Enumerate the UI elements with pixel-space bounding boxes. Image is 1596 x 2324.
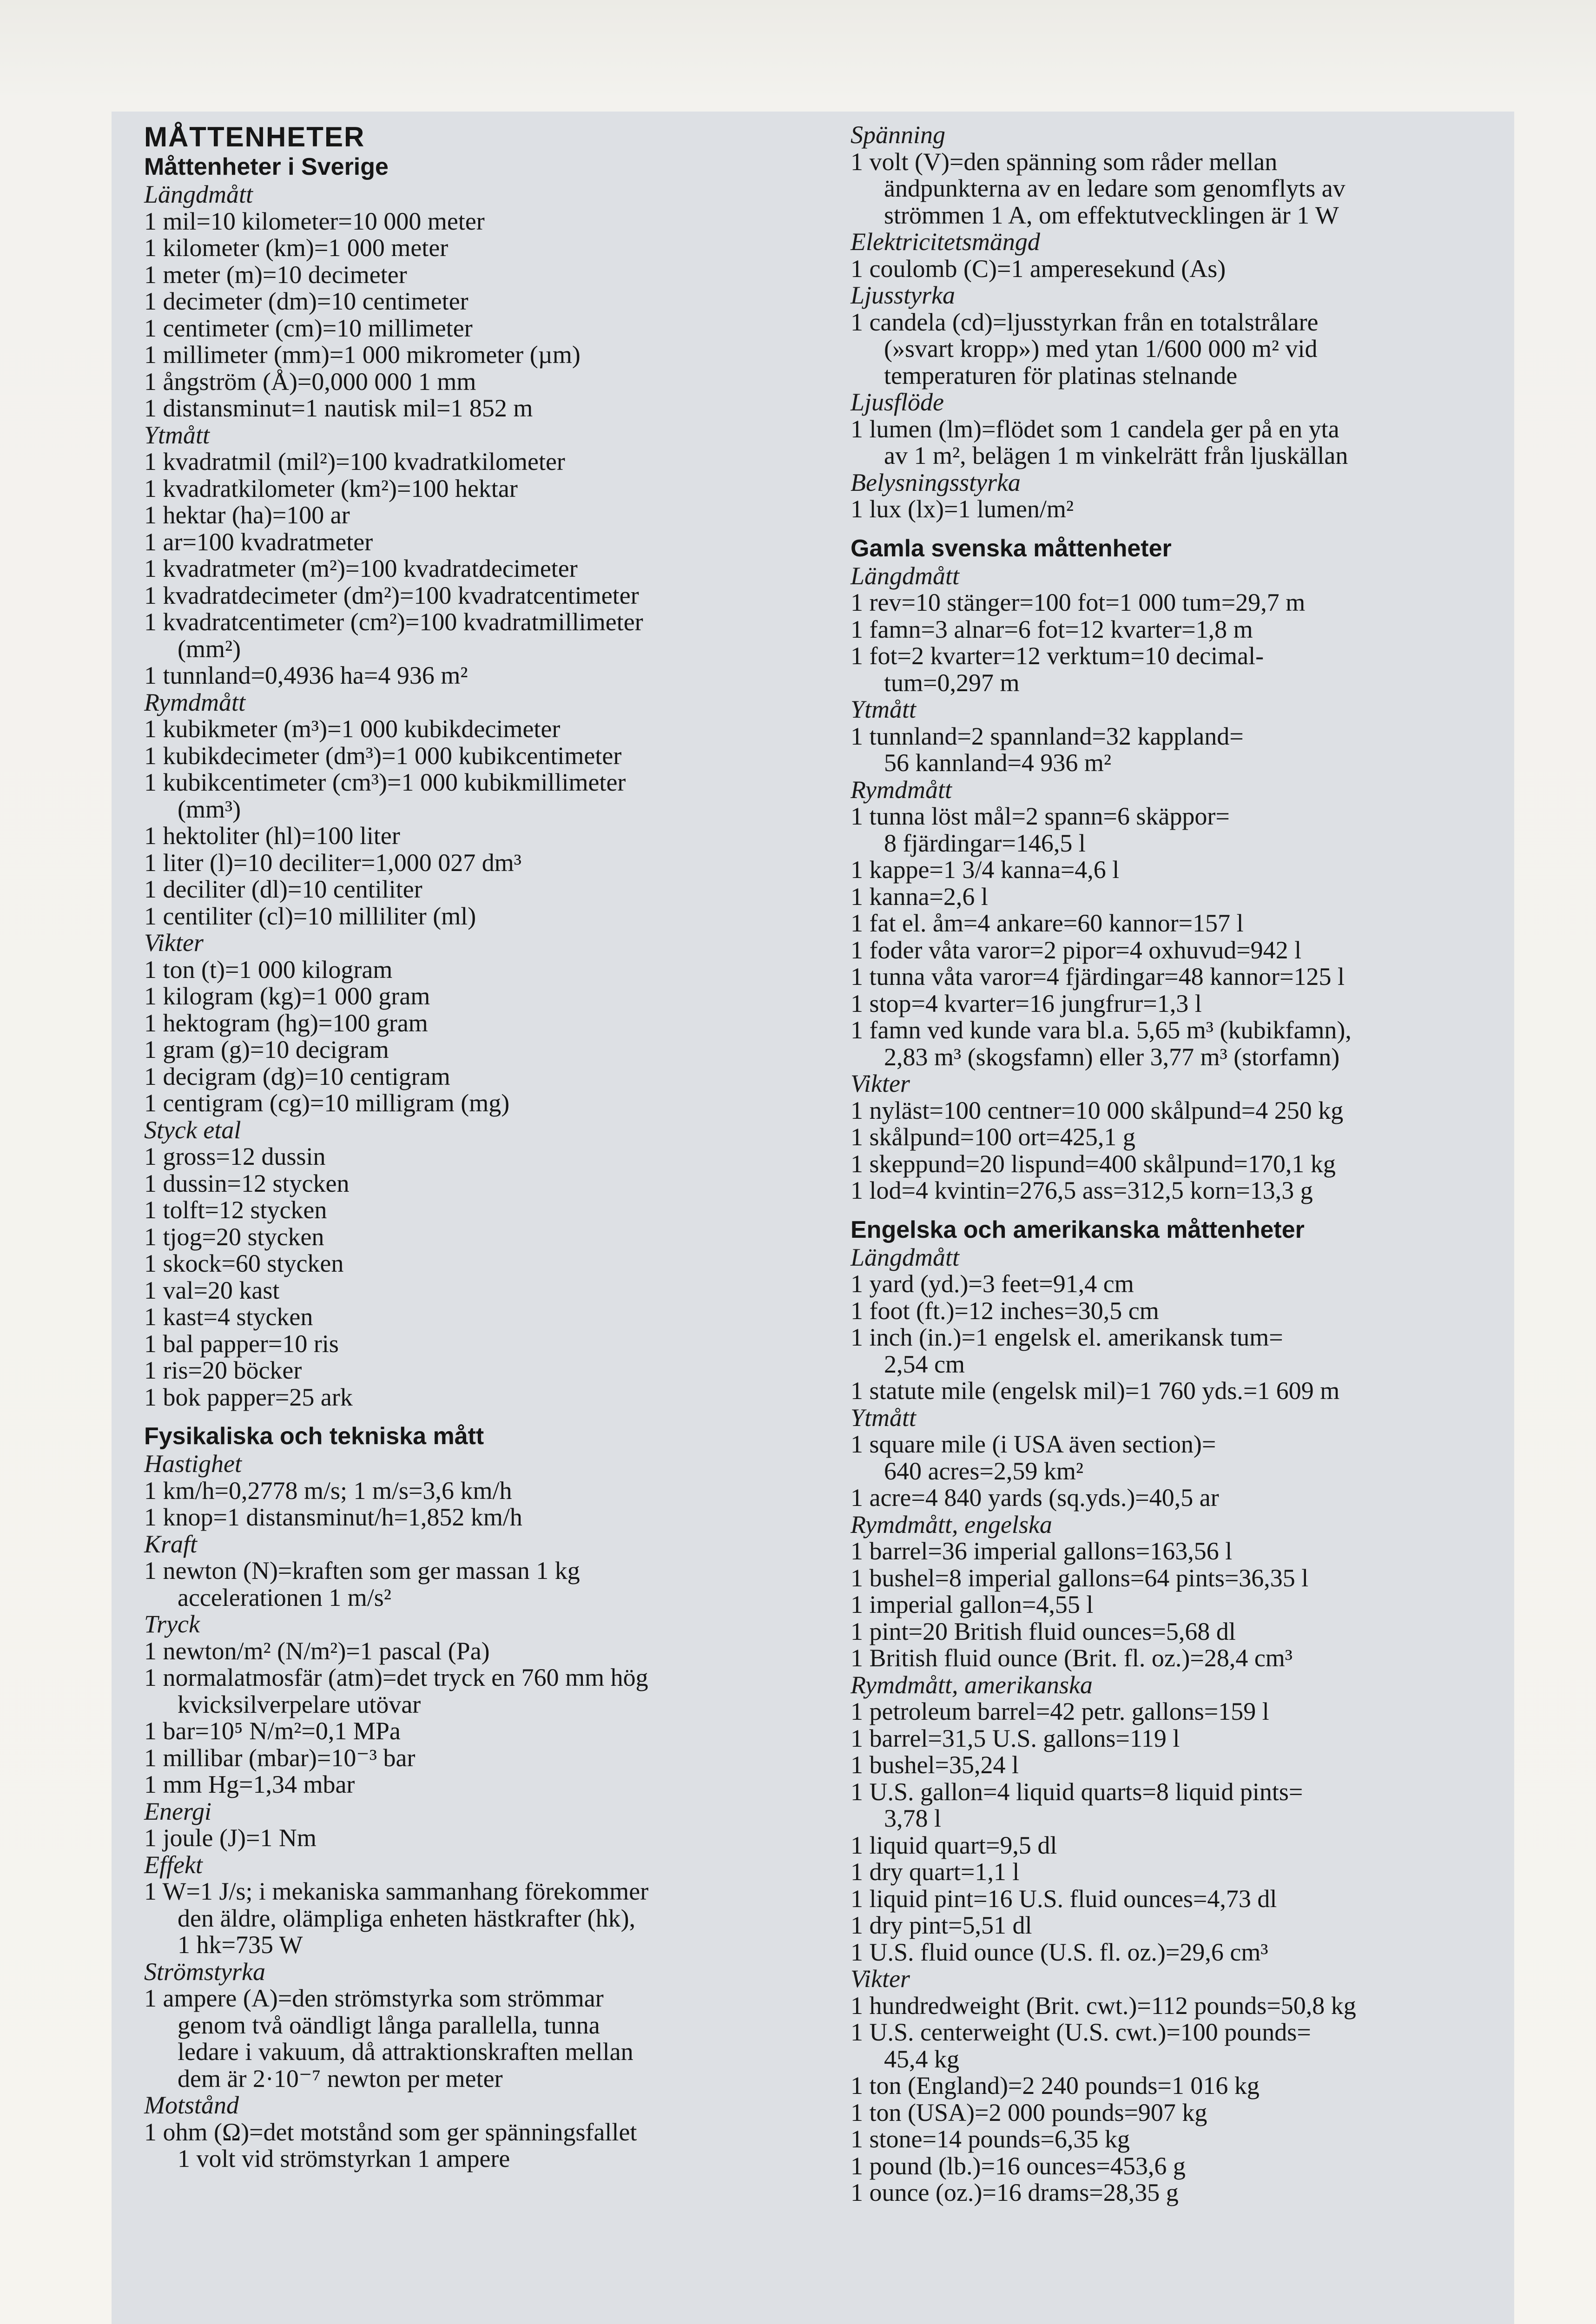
subsection-heading: Ytmått — [144, 421, 210, 449]
entry-line: 1 lumen (lm)=flödet som 1 candela ger på en yta — [851, 415, 1339, 443]
subsection-heading: Tryck — [144, 1610, 200, 1638]
entry-line: 1 bushel=8 imperial gallons=64 pints=36,35 l — [851, 1564, 1309, 1592]
entry-line: 1 liquid quart=9,5 dl — [851, 1831, 1057, 1859]
entry-continuation: accelerationen 1 m/s² — [178, 1583, 391, 1611]
entry-line: 1 skeppund=20 lispund=400 skålpund=170,1 kg — [851, 1149, 1336, 1178]
entry-line: 1 skock=60 stycken — [144, 1249, 344, 1277]
entry-line: 1 km/h=0,2778 m/s; 1 m/s=3,6 km/h — [144, 1476, 512, 1505]
entry-line: 1 bok papper=25 ark — [144, 1383, 353, 1411]
entry-line: 1 tunna våta varor=4 fjärdingar=48 kannor=125 l — [851, 963, 1345, 990]
entry-continuation: 2,54 cm — [884, 1350, 965, 1378]
entry-continuation: tum=0,297 m — [884, 668, 1020, 697]
entry-line: 1 famn=3 alnar=6 fot=12 kvarter=1,8 m — [851, 615, 1253, 643]
entry-continuation: temperaturen för platinas stelnande — [884, 361, 1238, 390]
entry-line: 1 bar=10⁵ N/m²=0,1 MPa — [144, 1717, 401, 1745]
entry-line: 1 kilogram (kg)=1 000 gram — [144, 982, 430, 1010]
entry-line: 1 kvadratdecimeter (dm²)=100 kvadratcentimeter — [144, 581, 639, 609]
entry-line: 1 stop=4 kvarter=16 jungfrur=1,3 l — [851, 989, 1202, 1017]
subsection-heading: Rymdmått, amerikanska — [851, 1670, 1093, 1699]
entry-line: 1 imperial gallon=4,55 l — [851, 1591, 1094, 1618]
entry-line: 1 mm Hg=1,34 mbar — [144, 1770, 355, 1798]
subsection-heading: Rymdmått — [144, 688, 245, 716]
entry-line: 1 fot=2 kvarter=12 verktum=10 decimal- — [851, 642, 1264, 670]
entry-line: 1 volt (V)=den spänning som råder mellan — [851, 147, 1278, 176]
entry-line: 1 joule (J)=1 Nm — [144, 1824, 317, 1852]
entry-line: 1 dussin=12 stycken — [144, 1169, 350, 1197]
section-heading: Engelska och amerikanska måttenheter — [851, 1216, 1305, 1243]
entry-line: 1 ar=100 kvadratmeter — [144, 528, 373, 556]
entry-line: 1 lod=4 kvintin=276,5 ass=312,5 korn=13,3 g — [851, 1176, 1313, 1204]
subsection-heading: Strömstyrka — [144, 1957, 265, 1986]
entry-continuation: ledare i vakuum, då attraktionskraften mellan — [178, 2038, 633, 2066]
entry-line: 1 dry pint=5,51 dl — [851, 1911, 1032, 1939]
entry-line: 1 kvadratkilometer (km²)=100 hektar — [144, 474, 518, 502]
subsection-heading: Effekt — [144, 1850, 203, 1879]
entry-line: 1 rev=10 stänger=100 fot=1 000 tum=29,7 m — [851, 588, 1306, 616]
entry-line: 1 kvadratcentimeter (cm²)=100 kvadratmillimeter — [144, 608, 643, 636]
entry-line: 1 gram (g)=10 decigram — [144, 1036, 389, 1063]
entry-line: 1 ton (England)=2 240 pounds=1 016 kg — [851, 2072, 1260, 2100]
entry-continuation: 2,83 m³ (skogsfamn) eller 3,77 m³ (storfamn) — [884, 1043, 1340, 1071]
entry-continuation: strömmen 1 A, om effektutvecklingen är 1 W — [884, 201, 1339, 229]
subsection-heading: Längdmått — [851, 561, 960, 590]
entry-continuation: 640 acres=2,59 km² — [884, 1457, 1084, 1485]
entry-line: 1 normalatmosfär (atm)=det tryck en 760 mm hög — [144, 1664, 648, 1691]
entry-line: 1 newton (N)=kraften som ger massan 1 kg — [144, 1557, 580, 1585]
entry-line: 1 foder våta varor=2 pipor=4 oxhuvud=942 l — [851, 936, 1302, 964]
entry-line: 1 acre=4 840 yards (sq.yds.)=40,5 ar — [851, 1484, 1219, 1512]
subsection-heading: Hastighet — [144, 1450, 242, 1478]
entry-line: 1 U.S. centerweight (U.S. cwt.)=100 pounds= — [851, 2018, 1311, 2046]
entry-line: 1 kanna=2,6 l — [851, 882, 988, 911]
entry-line: 1 W=1 J/s; i mekaniska sammanhang förekommer — [144, 1877, 649, 1905]
entry-line: 1 U.S. fluid ounce (U.S. fl. oz.)=29,6 cm³ — [851, 1938, 1268, 1966]
entry-line: 1 kast=4 stycken — [144, 1303, 313, 1331]
subsection-heading: Vikter — [851, 1070, 910, 1097]
entry-line: 1 nyläst=100 centner=10 000 skålpund=4 250 kg — [851, 1096, 1344, 1124]
entry-continuation: (»svart kropp») med ytan 1/600 000 m² vid — [884, 335, 1318, 363]
subsection-heading: Rymdmått — [851, 775, 952, 804]
subsection-heading: Ytmått — [851, 1403, 917, 1432]
entry-line: 1 centimeter (cm)=10 millimeter — [144, 314, 473, 342]
subsection-heading: Vikter — [144, 929, 204, 957]
entry-line: 1 millimeter (mm)=1 000 mikrometer (µm) — [144, 341, 580, 369]
entry-line: 1 U.S. gallon=4 liquid quarts=8 liquid pints= — [851, 1777, 1303, 1806]
entry-line: 1 tolft=12 stycken — [144, 1196, 327, 1224]
left-column-body — [144, 152, 804, 2172]
subsection-heading: Styck etal — [144, 1116, 241, 1144]
entry-line: 1 ton (t)=1 000 kilogram — [144, 955, 393, 984]
entry-line: 1 tunnland=0,4936 ha=4 936 m² — [144, 661, 468, 689]
entry-continuation: 8 fjärdingar=146,5 l — [884, 829, 1086, 857]
entry-line: 1 distansminut=1 nautisk mil=1 852 m — [144, 394, 533, 422]
left-column — [144, 122, 804, 2172]
entry-continuation: av 1 m², belägen 1 m vinkelrätt från ljuskällan — [884, 442, 1348, 469]
entry-line: 1 kubikcentimeter (cm³)=1 000 kubikmillimeter — [144, 768, 626, 796]
subsection-heading: Ljusstyrka — [851, 281, 956, 309]
entry-line: 1 hundredweight (Brit. cwt.)=112 pounds=50,8 kg — [851, 1991, 1356, 2020]
entry-line: 1 kilometer (km)=1 000 meter — [144, 234, 448, 262]
subsection-heading: Belysningsstyrka — [851, 468, 1021, 496]
section-heading: Fysikaliska och tekniska mått — [144, 1423, 484, 1450]
subsection-heading: Vikter — [851, 1965, 910, 1993]
entry-line: 1 pound (lb.)=16 ounces=453,6 g — [851, 2152, 1186, 2180]
subsection-heading: Rymdmått, engelska — [851, 1510, 1052, 1538]
entry-line: 1 kvadratmeter (m²)=100 kvadratdecimeter — [144, 555, 578, 582]
entry-line: 1 liquid pint=16 U.S. fluid ounces=4,73 dl — [851, 1884, 1277, 1913]
entry-line: 1 tunna löst mål=2 spann=6 skäppor= — [851, 802, 1230, 830]
subsection-heading: Ljusflöde — [851, 388, 944, 416]
entry-line: 1 barrel=31,5 U.S. gallons=119 l — [851, 1724, 1180, 1752]
entry-line: 1 hektoliter (hl)=100 liter — [144, 822, 400, 850]
subsection-heading: Spänning — [851, 121, 946, 149]
subsection-heading: Längdmått — [144, 180, 253, 208]
entry-continuation: ändpunkterna av en ledare som genomflyts av — [884, 174, 1345, 202]
entry-line: 1 kubikdecimeter (dm³)=1 000 kubikcentimeter — [144, 741, 622, 770]
entry-line: 1 centigram (cg)=10 milligram (mg) — [144, 1089, 510, 1117]
subsection-heading: Energi — [144, 1797, 211, 1825]
entry-continuation: 1 hk=735 W — [178, 1931, 303, 1959]
entry-line: 1 ris=20 böcker — [144, 1356, 302, 1384]
page-title: MÅTTENHETER — [144, 121, 365, 152]
entry-line: 1 gross=12 dussin — [144, 1142, 326, 1170]
entry-line: 1 tjog=20 stycken — [144, 1222, 324, 1251]
entry-line: 1 val=20 kast — [144, 1276, 280, 1304]
entry-continuation: den äldre, olämpliga enheten hästkrafter (hk), — [178, 1904, 636, 1932]
entry-line: 1 famn ved kunde vara bl.a. 5,65 m³ (kubikfamn), — [851, 1016, 1352, 1044]
entry-line: 1 ohm (Ω)=det motstånd som ger spänningsfallet — [144, 2118, 637, 2146]
entry-line: 1 deciliter (dl)=10 centiliter — [144, 875, 422, 903]
entry-line: 1 ton (USA)=2 000 pounds=907 kg — [851, 2098, 1207, 2126]
entry-continuation: dem är 2·10⁻⁷ newton per meter — [178, 2064, 503, 2093]
entry-line: 1 tunnland=2 spannland=32 kappland= — [851, 722, 1244, 750]
entry-line: 1 coulomb (C)=1 amperesekund (As) — [851, 254, 1226, 283]
entry-line: 1 barrel=36 imperial gallons=163,56 l — [851, 1537, 1233, 1565]
entry-line: 1 ampere (A)=den strömstyrka som strömmar — [144, 1984, 604, 2012]
entry-continuation: kvicksilverpelare utövar — [178, 1690, 421, 1718]
subsection-heading: Kraft — [144, 1530, 198, 1558]
entry-line: 1 kvadratmil (mil²)=100 kvadratkilometer — [144, 448, 565, 475]
entry-line: 1 hektar (ha)=100 ar — [144, 501, 350, 529]
section-heading: Måttenheter i Sverige — [144, 153, 389, 180]
entry-line: 1 British fluid ounce (Brit. fl. oz.)=28,4 cm³ — [851, 1644, 1293, 1672]
subsection-heading: Längdmått — [851, 1243, 960, 1271]
entry-line: 1 ounce (oz.)=16 drams=28,35 g — [851, 2179, 1179, 2206]
entry-line: 1 candela (cd)=ljusstyrkan från en totalstrålare — [851, 308, 1319, 336]
entry-continuation: 45,4 kg — [884, 2045, 959, 2073]
section-heading: Gamla svenska måttenheter — [851, 535, 1172, 562]
entry-line: 1 yard (yd.)=3 feet=91,4 cm — [851, 1270, 1134, 1298]
entry-continuation: 3,78 l — [884, 1804, 942, 1832]
entry-line: 1 fat el. åm=4 ankare=60 kannor=157 l — [851, 909, 1244, 937]
entry-line: 1 meter (m)=10 decimeter — [144, 260, 407, 289]
right-column-body — [851, 122, 1520, 2206]
entry-line: 1 decimeter (dm)=10 centimeter — [144, 287, 468, 315]
entry-line: 1 petroleum barrel=42 petr. gallons=159 l — [851, 1697, 1269, 1725]
entry-line: 1 statute mile (engelsk mil)=1 760 yds.=1 609 m — [851, 1377, 1340, 1405]
entry-continuation: 1 volt vid strömstyrkan 1 ampere — [178, 2145, 510, 2172]
subsection-heading: Elektricitetsmängd — [851, 228, 1040, 256]
entry-line: 1 kappe=1 3/4 kanna=4,6 l — [851, 856, 1120, 884]
entry-line: 1 foot (ft.)=12 inches=30,5 cm — [851, 1296, 1159, 1325]
entry-line: 1 skålpund=100 ort=425,1 g — [851, 1123, 1135, 1151]
entry-line: 1 stone=14 pounds=6,35 kg — [851, 2125, 1130, 2153]
entry-line: 1 kubikmeter (m³)=1 000 kubikdecimeter — [144, 715, 561, 743]
subsection-heading: Ytmått — [851, 695, 917, 723]
entry-line: 1 dry quart=1,1 l — [851, 1858, 1020, 1886]
entry-line: 1 pint=20 British fluid ounces=5,68 dl — [851, 1617, 1236, 1645]
entry-line: 1 ångström (Å)=0,000 000 1 mm — [144, 367, 476, 396]
entry-line: 1 inch (in.)=1 engelsk el. amerikansk tum= — [851, 1323, 1283, 1351]
entry-line: 1 centiliter (cl)=10 milliliter (ml) — [144, 902, 476, 930]
entry-line: 1 liter (l)=10 deciliter=1,000 027 dm³ — [144, 848, 521, 877]
entry-continuation: (mm³) — [178, 795, 241, 823]
entry-line: 1 newton/m² (N/m²)=1 pascal (Pa) — [144, 1637, 490, 1665]
entry-line: 1 knop=1 distansminut/h=1,852 km/h — [144, 1503, 522, 1531]
entry-line: 1 millibar (mbar)=10⁻³ bar — [144, 1743, 415, 1772]
subsection-heading: Motstånd — [144, 2091, 239, 2119]
entry-line: 1 bushel=35,24 l — [851, 1751, 1019, 1779]
entry-line: 1 decigram (dg)=10 centigram — [144, 1062, 450, 1090]
entry-continuation: 56 kannland=4 936 m² — [884, 749, 1112, 777]
entry-continuation: (mm²) — [178, 634, 241, 663]
entry-line: 1 mil=10 kilometer=10 000 meter — [144, 207, 485, 235]
right-column — [851, 122, 1520, 2206]
entry-continuation: genom två oändligt långa parallella, tunna — [178, 2011, 600, 2039]
entry-line: 1 square mile (i USA även section)= — [851, 1430, 1216, 1458]
entry-line: 1 lux (lx)=1 lumen/m² — [851, 495, 1074, 523]
entry-line: 1 bal papper=10 ris — [144, 1329, 339, 1358]
entry-line: 1 hektogram (hg)=100 gram — [144, 1009, 428, 1037]
